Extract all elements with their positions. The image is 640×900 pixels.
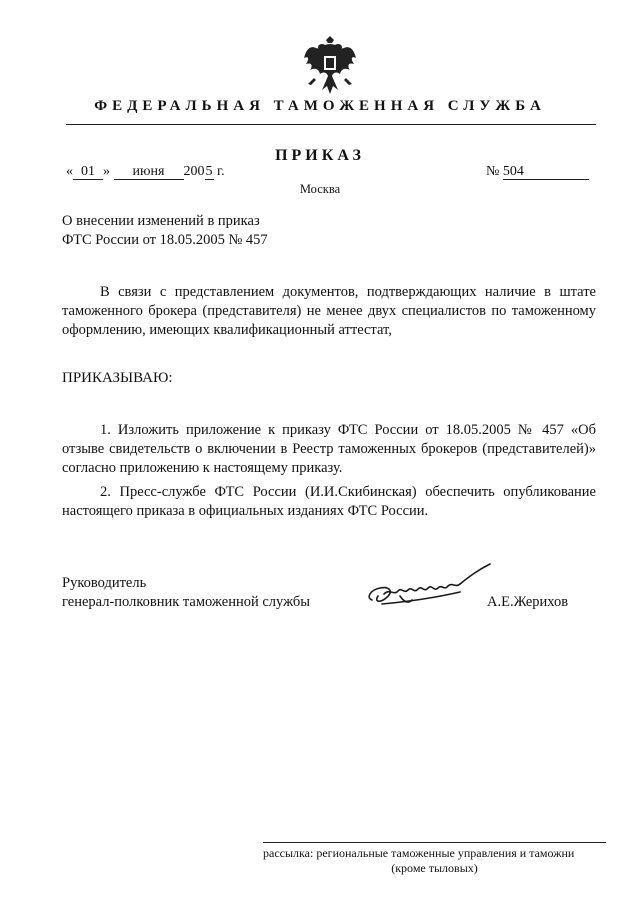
double-headed-eagle-icon — [300, 34, 360, 96]
signatory-role-line-2: генерал-полковник таможенной службы — [62, 594, 311, 610]
order-item-2: 2. Пресс-службе ФТС России (И.И.Скибинская) обеспечить опубликование настоящего приказа в официальных изданиях ФТС России. — [62, 484, 596, 519]
order-subject — [62, 212, 268, 250]
date-month: июня — [114, 165, 184, 180]
distribution-divider — [263, 842, 606, 843]
number-value: 504 — [503, 165, 589, 180]
distribution-note — [263, 846, 606, 876]
order-date — [66, 164, 225, 180]
distribution-line-2: (кроме тыловых) — [391, 861, 478, 875]
handwritten-signature — [364, 558, 500, 618]
order-item-1: 1. Изложить приложение к приказу ФТС России от 18.05.2005 № 457 «Об отзыве свидетельств о включении в Реестр таможенных брокеров (представителей)» согласно приложению к настоящему приказу. — [62, 422, 596, 476]
agency-name: ФЕДЕРАЛЬНАЯ ТАМОЖЕННАЯ СЛУЖБА — [94, 98, 546, 114]
number-sign: № — [486, 164, 500, 179]
signatory-title — [62, 574, 310, 612]
date-year-digit: 5 — [205, 164, 213, 179]
header-divider — [66, 124, 596, 125]
city: Москва — [299, 182, 341, 196]
date-year-prefix: 200 — [183, 164, 205, 179]
distribution-line-1: рассылка: региональные таможенные управления и таможни — [263, 846, 575, 860]
date-day: 01 — [73, 165, 103, 180]
date-year-suffix: г. — [213, 164, 225, 179]
subject-line-2: ФТС России от 18.05.2005 № 457 — [62, 232, 268, 248]
order-word: ПРИКАЗЫВАЮ: — [62, 370, 173, 386]
preamble-paragraph: В связи с представлением документов, подтверждающих наличие в штате таможенного брокера (представителя) не менее двух специалистов по таможенному оформлению, имеющих квалификационный аттестат, — [62, 284, 596, 338]
document-title: ПРИКАЗ — [275, 147, 365, 164]
signatory-name: А.Е.Жерихов — [487, 594, 569, 610]
signatory-role-line-1: Руководитель — [62, 575, 147, 591]
date-close-quote: » — [103, 164, 110, 179]
subject-line-1: О внесении изменений в приказ — [62, 213, 260, 229]
order-number — [486, 164, 589, 180]
date-open-quote: « — [66, 164, 73, 179]
